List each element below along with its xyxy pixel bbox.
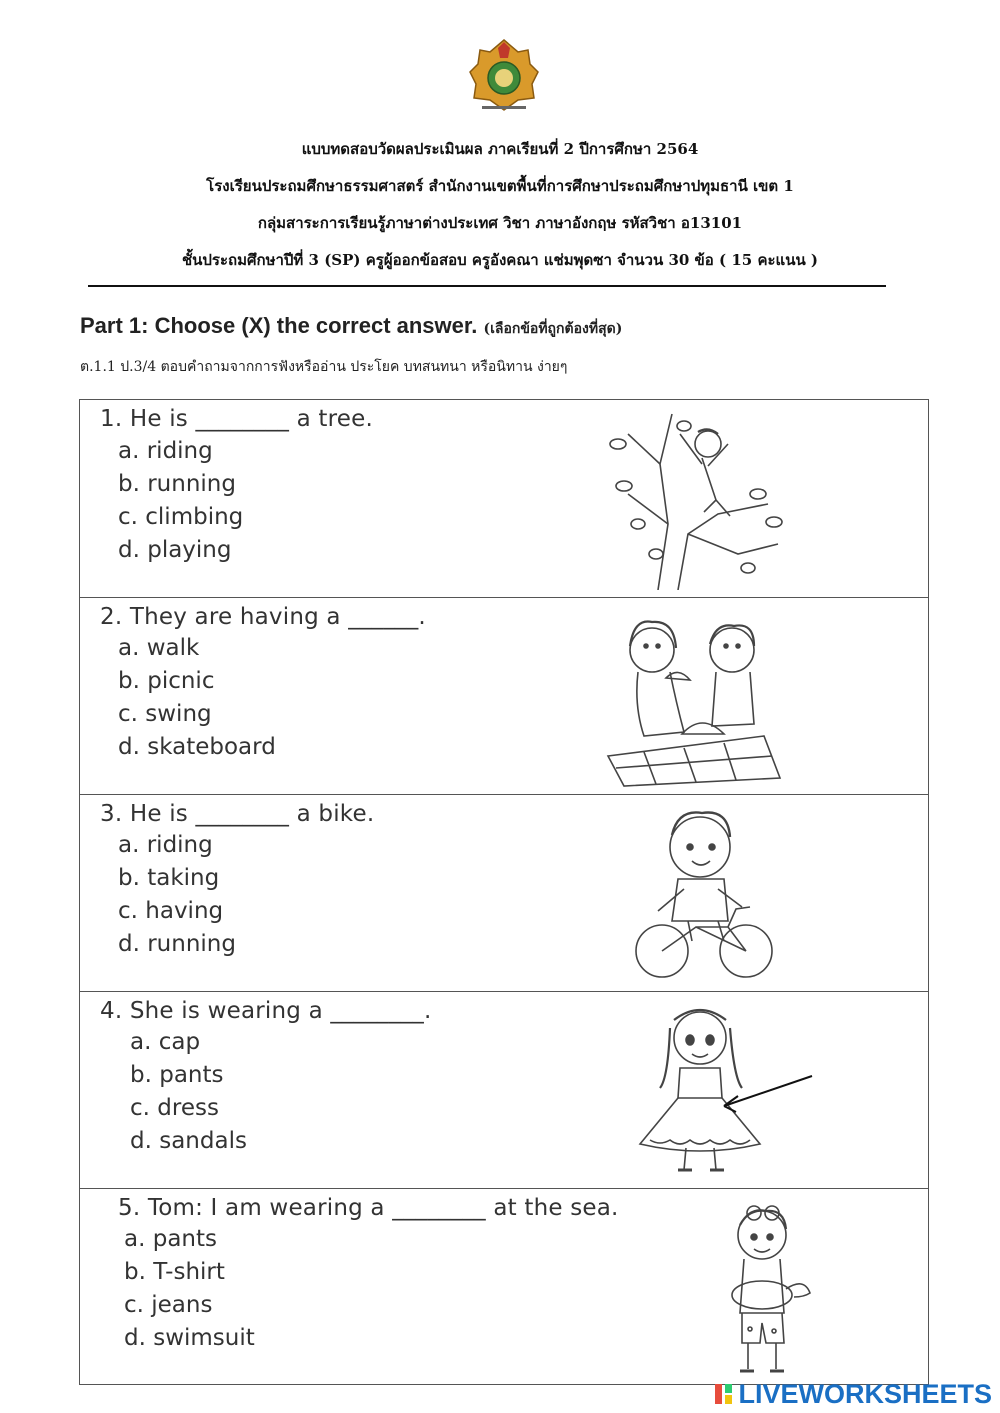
liveworksheets-brand[interactable] <box>714 1379 992 1409</box>
part-title-text: Part 1: Choose (X) the correct answer. <box>80 313 478 338</box>
boy-in-swimsuit-illustration <box>720 1193 820 1379</box>
exam-title: แบบทดสอบวัดผลประเมินผล ภาคเรียนที่ 2 ปีการศึกษา 2564 <box>301 140 699 158</box>
class-info: ชั้นประถมศึกษาปีที่ 3 (SP) ครูผู้ออกข้อสอบ ครูอังคณา แช่มพุดซา จำนวน 30 ข้อ ( 15 คะแนน ) <box>181 251 819 269</box>
option-b[interactable]: b. T-shirt <box>124 1259 225 1285</box>
option-b[interactable]: b. pants <box>130 1062 224 1088</box>
option-c[interactable]: c. jeans <box>124 1292 213 1318</box>
girl-in-dress-illustration <box>620 998 820 1184</box>
header-divider <box>88 285 886 287</box>
questions-table <box>79 399 929 1385</box>
question-text: 2. They are having a ______. <box>100 604 426 630</box>
question-3 <box>80 795 928 992</box>
option-d[interactable]: d. skateboard <box>118 734 276 760</box>
question-text: 3. He is ________ a bike. <box>100 801 375 827</box>
kids-picnic-illustration <box>604 606 784 788</box>
option-b[interactable]: b. taking <box>118 865 220 891</box>
question-text: 1. He is ________ a tree. <box>100 406 373 432</box>
option-d[interactable]: d. running <box>118 931 236 957</box>
subject-info: กลุ่มสาระการเรียนรู้ภาษาต่างประเทศ วิชา ภาษาอังกฤษ รหัสวิชา อ13101 <box>257 214 743 232</box>
option-a[interactable]: a. riding <box>118 832 213 858</box>
boy-riding-bike-illustration <box>628 801 778 985</box>
option-a[interactable]: a. walk <box>118 635 200 661</box>
option-a[interactable]: a. riding <box>118 438 213 464</box>
option-d[interactable]: d. sandals <box>130 1128 247 1154</box>
question-5 <box>80 1189 928 1386</box>
option-d[interactable]: d. swimsuit <box>124 1325 255 1351</box>
option-c[interactable]: c. dress <box>130 1095 219 1121</box>
question-text: 4. She is wearing a ________. <box>100 998 432 1024</box>
brand-name: LIVEWORKSHEETS <box>738 1378 992 1409</box>
school-name: โรงเรียนประถมศึกษาธรรมศาสตร์ สำนักงานเขตพื้นที่การศึกษาประถมศึกษาปทุมธานี เขต 1 <box>206 177 794 195</box>
school-logo <box>468 38 540 114</box>
option-c[interactable]: c. climbing <box>118 504 244 530</box>
option-d[interactable]: d. playing <box>118 537 232 563</box>
boy-climbing-tree-illustration <box>598 404 788 590</box>
option-c[interactable]: c. having <box>118 898 224 924</box>
option-b[interactable]: b. picnic <box>118 668 215 694</box>
option-c[interactable]: c. swing <box>118 701 212 727</box>
option-a[interactable]: a. pants <box>124 1226 217 1252</box>
question-text: 5. Tom: I am wearing a ________ at the sea. <box>118 1195 619 1221</box>
question-1 <box>80 400 928 598</box>
option-b[interactable]: b. running <box>118 471 236 497</box>
part-title <box>80 313 622 340</box>
learning-standard: ต.1.1 ป.3/4 ตอบคำถามจากการฟังหรืออ่าน ประโยค บทสนทนา หรือนิทาน ง่ายๆ <box>80 359 568 375</box>
option-a[interactable]: a. cap <box>130 1029 201 1055</box>
question-4 <box>80 992 928 1189</box>
brand-logo-icon <box>714 1382 734 1406</box>
part-title-thai: (เลือกข้อที่ถูกต้องที่สุด) <box>483 321 623 337</box>
question-2 <box>80 598 928 795</box>
